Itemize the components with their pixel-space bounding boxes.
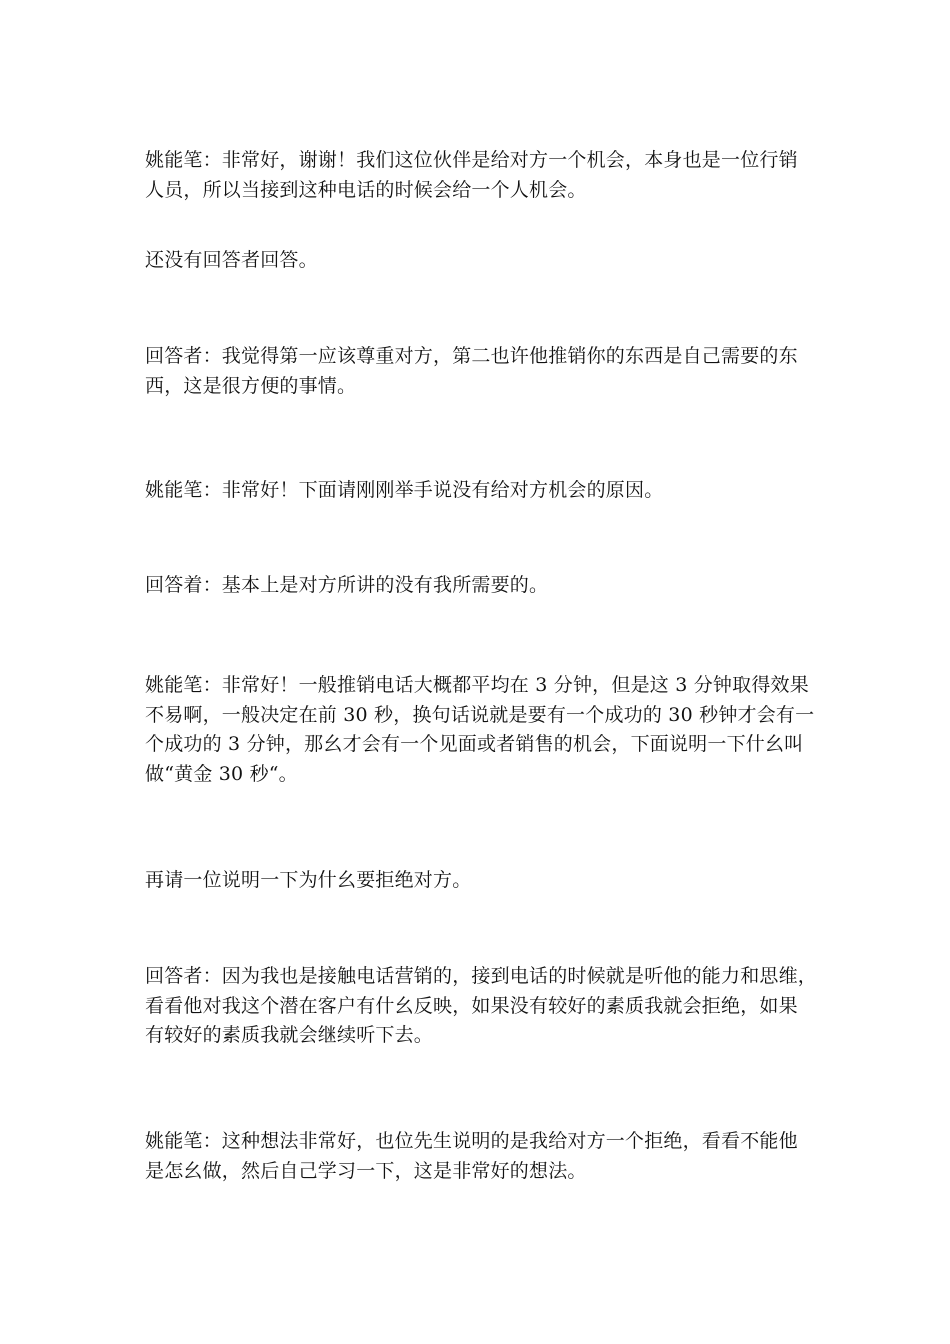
text-line: 姚能笔：非常好，谢谢！我们这位伙伴是给对方一个机会，本身也是一位行销 xyxy=(145,149,798,171)
paragraph xyxy=(145,146,805,205)
paragraph xyxy=(145,671,815,789)
text-line: 是怎幺做，然后自己学习一下，这是非常好的想法。 xyxy=(145,1159,587,1182)
paragraph xyxy=(145,866,805,896)
paragraph xyxy=(145,246,805,276)
text-line: 不易啊，一般决定在前 30 秒，换句话说就是要有一个成功的 30 秒钟才会有一 xyxy=(145,703,815,726)
text-line: 个成功的 3 分钟，那幺才会有一个见面或者销售的机会，下面说明一下什幺叫 xyxy=(145,733,804,755)
paragraph xyxy=(145,962,818,1051)
text-line: 做“黄金 30 秒“。 xyxy=(145,762,298,785)
paragraph xyxy=(145,342,805,401)
paragraph xyxy=(145,571,805,601)
text-line: 回答着：基本上是对方所讲的没有我所需要的。 xyxy=(145,574,549,596)
text-line: 再请一位说明一下为什幺要拒绝对方。 xyxy=(145,869,472,891)
text-line: 姚能笔：非常好！下面请刚刚举手说没有给对方机会的原因。 xyxy=(145,479,664,501)
text-line: 回答者：我觉得第一应该尊重对方，第二也许他推销你的东西是自己需要的东 xyxy=(145,345,798,367)
paragraph xyxy=(145,476,805,506)
text-line: 回答者：因为我也是接触电话营销的，接到电话的时候就是听他的能力和思维， xyxy=(145,965,818,987)
text-line: 人员，所以当接到这种电话的时候会给一个人机会。 xyxy=(145,178,587,201)
text-line: 有较好的素质我就会继续听下去。 xyxy=(145,1024,434,1046)
text-line: 姚能笔：这种想法非常好，也位先生说明的是我给对方一个拒绝，看看不能他 xyxy=(145,1130,798,1152)
text-line: 姚能笔：非常好！一般推销电话大概都平均在 3 分钟，但是这 3 分钟取得效果 xyxy=(145,674,809,696)
paragraph xyxy=(145,1127,805,1186)
text-line: 还没有回答者回答。 xyxy=(145,249,318,271)
text-line: 西，这是很方便的事情。 xyxy=(145,374,357,397)
text-line: 看看他对我这个潜在客户有什幺反映，如果没有较好的素质我就会拒绝，如果 xyxy=(145,994,798,1017)
